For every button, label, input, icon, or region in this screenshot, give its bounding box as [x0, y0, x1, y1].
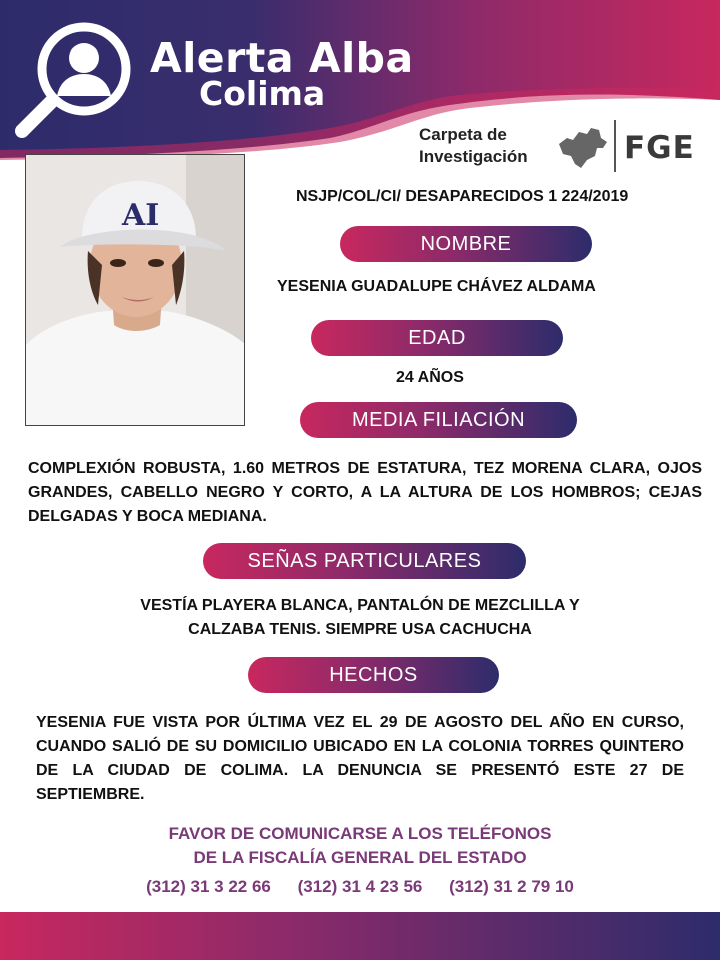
phone-number[interactable]: (312) 31 4 23 56 — [297, 877, 423, 896]
section-label-nombre: NOMBRE — [340, 226, 592, 262]
phone-number[interactable]: (312) 31 2 79 10 — [449, 877, 574, 896]
carpeta-label — [419, 124, 559, 168]
distinguishing-marks — [60, 594, 660, 642]
phone-list — [0, 877, 720, 897]
marks-line-1: VESTÍA PLAYERA BLANCA, PANTALÓN DE MEZCLILLA Y — [140, 597, 580, 614]
magnifier-person-icon — [12, 14, 137, 139]
case-number: NSJP/COL/CI/ DESAPARECIDOS 1 224/2019 — [296, 188, 629, 205]
missing-person-photo — [25, 154, 245, 426]
logo-divider — [614, 120, 616, 172]
footer-bar — [0, 912, 720, 960]
section-label-media-filiacion: MEDIA FILIACIÓN — [300, 402, 577, 438]
carpeta-line-1: Carpeta de — [419, 125, 507, 144]
contact-line-1: FAVOR DE COMUNICARSE A LOS TELÉFONOS — [168, 824, 552, 843]
section-label-senas: SEÑAS PARTICULARES — [203, 543, 526, 579]
facts-description: YESENIA FUE VISTA POR ÚLTIMA VEZ EL 29 DE AGOSTO DEL AÑO EN CURSO, CUANDO SALIÓ DE SU DOMICILIO UBICADO EN LA COLONIA TORRES QUINTERO DE LA CIUDAD DE COLIMA. LA DENUNCIA SE PRESENTÓ ESTE 27 DE SEPTIEMBRE. — [36, 714, 684, 803]
contact-line-2: DE LA FISCALÍA GENERAL DEL ESTADO — [193, 848, 527, 867]
physical-description: COMPLEXIÓN ROBUSTA, 1.60 METROS DE ESTATURA, TEZ MORENA CLARA, OJOS GRANDES, CABELLO NEGRO Y CORTO, A LA ALTURA DE LOS HOMBROS; CEJAS DELGADAS Y BOCA MEDIANA. — [28, 460, 702, 525]
section-label-hechos: HECHOS — [248, 657, 499, 693]
person-name: YESENIA GUADALUPE CHÁVEZ ALDAMA — [277, 278, 596, 295]
person-age: 24 AÑOS — [396, 369, 464, 386]
page-title: Alerta Alba — [150, 34, 414, 82]
marks-line-2: CALZABA TENIS. SIEMPRE USA CACHUCHA — [188, 621, 532, 638]
colima-map-icon — [557, 124, 609, 170]
phone-number[interactable]: (312) 31 3 22 66 — [146, 877, 271, 896]
fge-logo: FGE — [624, 130, 695, 166]
cap-logo-icon: AI — [122, 198, 160, 233]
carpeta-line-2: Investigación — [419, 147, 528, 166]
section-label-edad: EDAD — [311, 320, 563, 356]
page-subtitle: Colima — [199, 74, 326, 113]
